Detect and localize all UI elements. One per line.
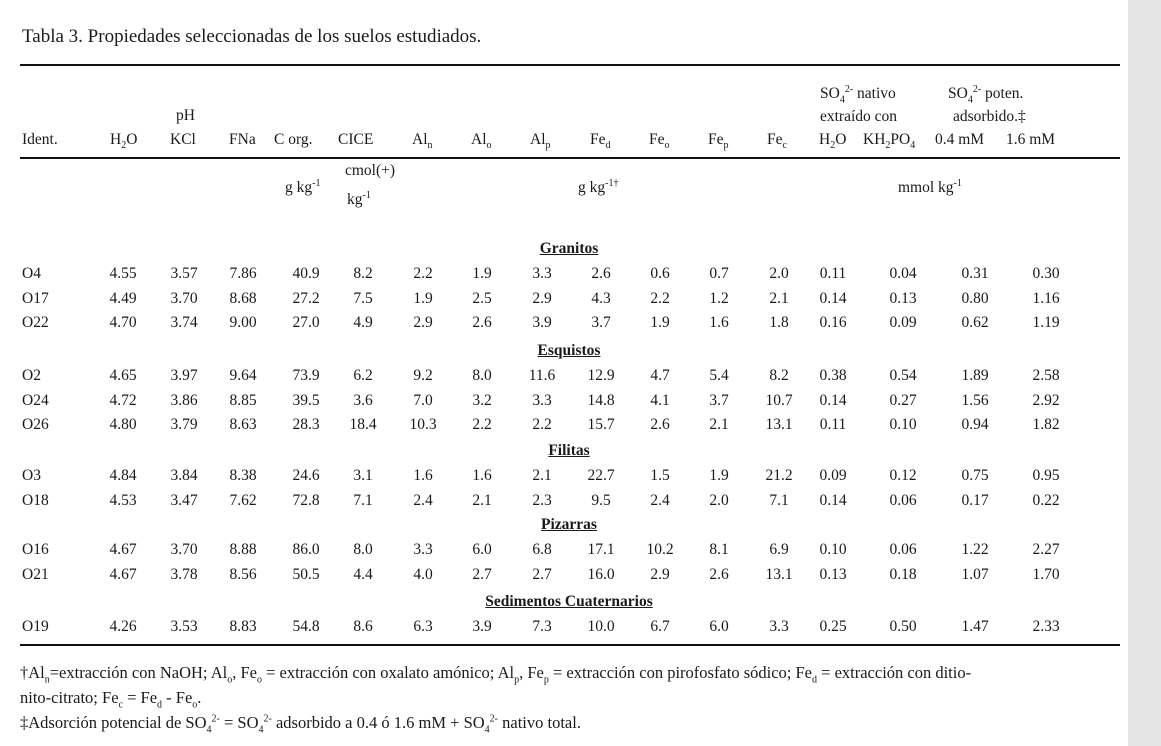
table-cell: 86.0	[292, 541, 320, 558]
table-cell: 3.53	[170, 618, 198, 635]
table-cell: 0.13	[889, 289, 917, 307]
table-cell: 3.97	[170, 367, 198, 384]
table-cell: 0.75	[961, 467, 989, 484]
top-rule	[20, 64, 1120, 66]
table-cell: 4.49	[109, 289, 137, 307]
header-corg: C org.	[274, 131, 313, 148]
table-cell: 7.3	[532, 618, 552, 635]
table-cell: 2.1	[709, 416, 729, 433]
header-04mm: 0.4 mM	[935, 131, 985, 148]
table-cell: 1.2	[709, 289, 729, 307]
table-cell: 2.5	[472, 289, 492, 307]
table-cell: 0.10	[889, 416, 917, 433]
header-extraido-con: extraído con	[820, 108, 898, 125]
table-cell: 6.8	[532, 541, 552, 558]
table-cell: 4.65	[109, 367, 137, 384]
table-cell: 2.2	[472, 416, 492, 433]
table-cell: 5.4	[709, 367, 729, 384]
table-cell: 1.9	[472, 265, 492, 282]
table-cell: 2.9	[413, 314, 433, 331]
unit-mmol-kg: mmol $kg^{-1}$	[898, 178, 962, 197]
table-cell: 0.18	[889, 565, 917, 583]
table-cell: 28.3	[292, 416, 320, 433]
table-cell: 9.64	[229, 367, 257, 384]
table-cell: 1.19	[1032, 314, 1060, 331]
row-ident: O17	[22, 289, 49, 307]
table-cell: 10.0	[587, 618, 615, 635]
table-cell: 17.1	[587, 541, 615, 558]
table-cell: 7.1	[769, 491, 789, 509]
table-cell: 1.82	[1032, 416, 1060, 433]
table-cell: 11.6	[528, 367, 556, 384]
table-cell: 2.33	[1032, 618, 1060, 635]
table-cell: 0.14	[819, 289, 847, 307]
table-cell: 22.7	[587, 467, 615, 484]
table-cell: 0.14	[819, 391, 847, 409]
table-cell: 24.6	[292, 467, 320, 484]
table-cell: 1.47	[961, 618, 989, 635]
header-kcl: KCl	[170, 131, 196, 148]
table-cell: 0.06	[889, 491, 917, 509]
table-cell: 0.95	[1032, 467, 1060, 484]
footnote-1: $\dagger Al_n=extracción$ con NaOH; $Al_o$, $Fe_o$ = extracción con oxalato amónico; $Al_p$, $Fe_p$ = extracción con pirofosfato sódico; $Fe_d$ = extracción con ditio-	[20, 663, 972, 686]
table-cell: 2.6	[650, 416, 670, 433]
table-cell: 0.38	[819, 367, 847, 384]
table-cell: 2.4	[413, 491, 433, 509]
table-cell: 2.7	[532, 565, 552, 583]
table-cell: 39.5	[292, 391, 320, 409]
table-cell: 3.2	[472, 391, 492, 409]
table-cell: 0.25	[819, 618, 847, 635]
table-cell: 0.22	[1032, 491, 1060, 509]
table-cell: 8.6	[353, 618, 373, 635]
table-cell: 2.27	[1032, 541, 1060, 558]
footnote-2: nito-citrato; $Fe_c = Fe_d - Fe_o$.	[20, 688, 202, 711]
table-cell: 1.9	[650, 314, 670, 331]
table-cell: 0.11	[819, 416, 847, 433]
table-cell: 0.10	[819, 541, 847, 558]
table-cell: 0.16	[819, 314, 847, 331]
footnote-3: ‡Adsorción potencial de $SO_4^{2-} = SO_4^{2-}$ adsorbido a 0.4 ó 1.6 mM + $SO_4^{2-}$ nativo total.	[20, 713, 581, 736]
table-cell: 8.2	[353, 265, 373, 282]
table-cell: 21.2	[765, 467, 793, 484]
table-cell: 3.3	[769, 618, 789, 635]
header-ident: Ident.	[22, 131, 58, 148]
table-cell: 2.6	[709, 565, 729, 583]
table-cell: 8.1	[709, 541, 729, 558]
table-cell: 0.54	[889, 367, 917, 384]
table-cell: 8.85	[229, 391, 257, 409]
table-cell: 4.9	[353, 314, 373, 331]
table-cell: 0.12	[889, 467, 917, 484]
table-cell: 3.3	[532, 265, 552, 282]
unit-g-kg-dagger: g $kg^{-1\dagger}$	[578, 178, 619, 197]
header-alo: $Al_o$	[471, 131, 492, 152]
table-cell: 1.9	[709, 467, 729, 484]
table-cell: 2.4	[650, 491, 670, 509]
table-cell: 2.3	[532, 491, 552, 509]
row-ident: O22	[22, 314, 49, 331]
table-cell: 7.62	[229, 491, 257, 509]
table-cell: 0.11	[819, 265, 847, 282]
table-cell: 4.55	[109, 265, 137, 282]
table-cell: 2.1	[472, 491, 492, 509]
table-cell: 10.3	[409, 416, 437, 433]
header-aln: $Al_n$	[412, 131, 433, 152]
table-cell: 4.67	[109, 541, 137, 558]
table-cell: 1.07	[961, 565, 989, 583]
header-h2o-extract: $H_2O$	[819, 131, 847, 152]
group-heading: Sedimentos Cuaternarios	[485, 593, 653, 610]
table-cell: 18.4	[349, 416, 377, 433]
table-cell: 4.70	[109, 314, 137, 331]
row-ident: O4	[22, 265, 41, 282]
table-cell: 3.78	[170, 565, 198, 583]
table-cell: 6.0	[709, 618, 729, 635]
header-alp: $Al_p$	[530, 131, 551, 152]
table-cell: 8.0	[353, 541, 373, 558]
table-cell: 4.3	[591, 289, 611, 307]
table-cell: 27.0	[292, 314, 320, 331]
table-cell: 1.6	[709, 314, 729, 331]
table-cell: 0.17	[961, 491, 989, 509]
table-cell: 8.83	[229, 618, 257, 635]
table-cell: 3.1	[353, 467, 373, 484]
table-cell: 9.2	[413, 367, 433, 384]
table-cell: 3.74	[170, 314, 198, 331]
table-cell: 8.38	[229, 467, 257, 484]
table-cell: 0.06	[889, 541, 917, 558]
table-cell: 6.2	[353, 367, 373, 384]
group-heading: Granitos	[539, 240, 599, 257]
table-cell: 1.22	[961, 541, 989, 558]
table-cell: 1.8	[769, 314, 789, 331]
table-cell: 3.57	[170, 265, 198, 282]
group-heading: Filitas	[548, 442, 590, 459]
table-cell: 50.5	[292, 565, 320, 583]
table-cell: 10.2	[646, 541, 674, 558]
row-ident: O24	[22, 391, 49, 409]
table-cell: 54.8	[292, 618, 320, 635]
table-cell: 0.09	[819, 467, 847, 484]
table-cell: 3.7	[591, 314, 611, 331]
table-cell: 4.80	[109, 416, 137, 433]
table-cell: 7.1	[353, 491, 373, 509]
table-cell: 4.67	[109, 565, 137, 583]
header-so4-poten: $SO_4^{2-}$ poten.	[948, 84, 1024, 106]
row-ident: O3	[22, 467, 41, 484]
table-cell: 40.9	[292, 265, 320, 282]
header-ph: pH	[176, 107, 195, 124]
table-cell: 6.7	[650, 618, 670, 635]
table-cell: 7.86	[229, 265, 257, 282]
header-so4-nativo: $SO_4^{2-}$ nativo	[820, 84, 896, 106]
table-cell: 2.1	[769, 289, 789, 307]
row-ident: O2	[22, 367, 41, 384]
table-cell: 1.70	[1032, 565, 1060, 583]
table-cell: 1.9	[413, 289, 433, 307]
table-cell: 3.3	[532, 391, 552, 409]
table-cell: 2.0	[709, 491, 729, 509]
table-cell: 0.94	[961, 416, 989, 433]
table-cell: 0.7	[709, 265, 729, 282]
table-cell: 0.31	[961, 265, 989, 282]
table-cell: 3.3	[413, 541, 433, 558]
group-heading: Esquistos	[537, 342, 601, 359]
table-cell: 1.89	[961, 367, 989, 384]
table-cell: 2.9	[532, 289, 552, 307]
table-cell: 3.86	[170, 391, 198, 409]
table-cell: 4.53	[109, 491, 137, 509]
table-cell: 0.80	[961, 289, 989, 307]
table-cell: 8.0	[472, 367, 492, 384]
table-cell: 13.1	[765, 565, 793, 583]
table-cell: 1.6	[413, 467, 433, 484]
header-fep: $Fe_p$	[708, 131, 729, 152]
header-feo: $Fe_o$	[649, 131, 670, 152]
row-ident: O16	[22, 541, 49, 558]
row-ident: O26	[22, 416, 49, 433]
table-cell: 4.84	[109, 467, 137, 484]
table-cell: 2.2	[532, 416, 552, 433]
table-cell: 2.6	[591, 265, 611, 282]
table-cell: 2.1	[532, 467, 552, 484]
table-cell: 8.88	[229, 541, 257, 558]
table-cell: 2.92	[1032, 391, 1060, 409]
table-cell: 0.09	[889, 314, 917, 331]
unit-g-kg: g $kg^{-1}$	[285, 178, 321, 197]
table-cell: 4.1	[650, 391, 670, 409]
table-cell: 1.56	[961, 391, 989, 409]
table-cell: 0.62	[961, 314, 989, 331]
table-cell: 8.63	[229, 416, 257, 433]
header-fed: $Fe_d$	[590, 131, 611, 152]
unit-cmol: cmol(+)	[345, 162, 396, 179]
table-cell: 2.6	[472, 314, 492, 331]
table-cell: 1.5	[650, 467, 670, 484]
table-cell: 3.70	[170, 289, 198, 307]
table-cell: 6.9	[769, 541, 789, 558]
row-ident: O18	[22, 491, 49, 509]
group-heading: Pizarras	[541, 516, 597, 533]
header-cice: CICE	[338, 131, 374, 148]
header-rule	[20, 157, 1120, 159]
table-cell: 3.9	[472, 618, 492, 635]
row-ident: O21	[22, 565, 49, 583]
table-cell: 4.72	[109, 391, 137, 409]
table-cell: 7.5	[353, 289, 373, 307]
table-cell: 0.50	[889, 618, 917, 635]
table-cell: 0.27	[889, 391, 917, 409]
table-cell: 7.0	[413, 391, 433, 409]
table-cell: 15.7	[587, 416, 615, 433]
table-cell: 3.79	[170, 416, 198, 433]
table-cell: 6.0	[472, 541, 492, 558]
table-cell: 8.56	[229, 565, 257, 583]
table-cell: 6.3	[413, 618, 433, 635]
table-cell: 0.6	[650, 265, 670, 282]
table-cell: 3.84	[170, 467, 198, 484]
table-cell: 3.70	[170, 541, 198, 558]
bottom-rule	[20, 644, 1120, 646]
table-cell: 2.58	[1032, 367, 1060, 384]
table-cell: 73.9	[292, 367, 320, 384]
table-title: Tabla 3. Propiedades seleccionadas de los suelos estudiados.	[22, 26, 482, 47]
table-cell: 3.7	[709, 391, 729, 409]
header-adsorbido: adsorbido.‡	[953, 108, 1026, 125]
header-kh2po4: $KH_2PO_4$	[863, 131, 916, 152]
table-cell: 3.6	[353, 391, 373, 409]
table-cell: 27.2	[292, 289, 320, 307]
table-cell: 2.7	[472, 565, 492, 583]
header-h2o: $H_2O$	[110, 131, 138, 152]
table-cell: 3.9	[532, 314, 552, 331]
table-cell: 10.7	[765, 391, 793, 409]
table-cell: 13.1	[765, 416, 793, 433]
table-cell: 12.9	[587, 367, 615, 384]
table-cell: 4.26	[109, 618, 137, 635]
table-cell: 8.68	[229, 289, 257, 307]
table-cell: 0.04	[889, 265, 917, 282]
scan-edge-shadow	[1128, 0, 1161, 746]
table-cell: 0.14	[819, 491, 847, 509]
header-fec: $Fe_c$	[767, 131, 787, 152]
header-fna: FNa	[229, 131, 256, 148]
table-cell: 4.7	[650, 367, 670, 384]
table-cell: 1.16	[1032, 289, 1060, 307]
table-cell: 3.47	[170, 491, 198, 509]
table-cell: 16.0	[587, 565, 615, 583]
table-cell: 14.8	[587, 391, 615, 409]
header-16mm: 1.6 mM	[1006, 131, 1056, 148]
unit-kg: $kg^{-1}$	[347, 190, 371, 209]
table-cell: 9.5	[591, 491, 611, 509]
table-cell: 9.00	[229, 314, 257, 331]
table-cell: 4.0	[413, 565, 433, 583]
row-ident: O19	[22, 618, 49, 635]
table-cell: 72.8	[292, 491, 320, 509]
table-cell: 8.2	[769, 367, 789, 384]
table-cell: 2.2	[650, 289, 670, 307]
table-cell: 4.4	[353, 565, 373, 583]
table-cell: 0.30	[1032, 265, 1060, 282]
table-cell: 1.6	[472, 467, 492, 484]
table-cell: 2.9	[650, 565, 670, 583]
table-cell: 2.2	[413, 265, 433, 282]
table-cell: 2.0	[769, 265, 789, 282]
table-cell: 0.13	[819, 565, 847, 583]
